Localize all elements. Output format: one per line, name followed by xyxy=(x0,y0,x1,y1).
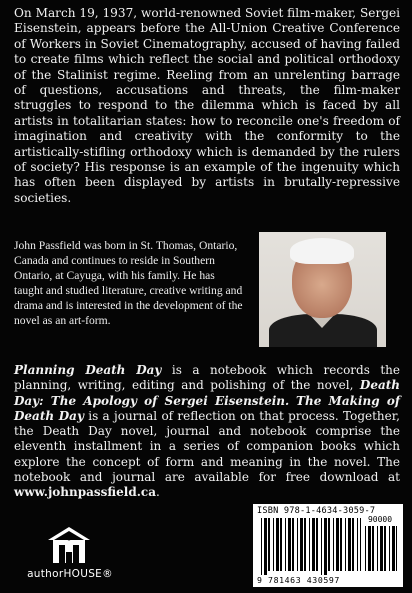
title-death-day-novel: Death Day: The Apology of Sergei Eisenstein. xyxy=(14,378,400,408)
isbn-barcode xyxy=(253,504,403,587)
addon-barcode-bars xyxy=(365,526,397,575)
isbn-label: ISBN 978-1-4634-3059-7 xyxy=(257,506,376,516)
author-bio: John Passfield was born in St. Thomas, Ontario, Canada and continues to reside in Southern Ontario, at Cayuga, with his family. He has taught and studied literature, creative writing and drama and is interested in the development of the novel as an art-form. xyxy=(14,239,243,327)
barcode-digits: 9 781463 430597 xyxy=(257,575,340,585)
authorhouse-house-icon xyxy=(47,526,91,564)
summary-text-1: is a notebook which records the planning, writing, editing and polishing of the novel, xyxy=(14,363,400,393)
summary-text-3: is a journal of reflection on that process. Together, the Death Day novel, journal and notebook comprise the eleventh installment in a series of companion books which explore the concept of form and meaning in the novel. The notebook and journal are available for free download at xyxy=(14,408,400,485)
book-summary xyxy=(14,363,400,501)
publisher-name: authorHOUSE® xyxy=(27,568,113,580)
barcode-addon-number: 90000 xyxy=(367,515,393,524)
ean-barcode-bars xyxy=(261,518,361,575)
title-making-of-death-day: The Making of Death Day xyxy=(14,393,400,423)
summary-text-4: . xyxy=(156,485,160,500)
author-photo xyxy=(259,232,386,347)
title-planning-death-day: Planning Death Day xyxy=(14,363,162,377)
back-cover-blurb: On March 19, 1937, world-renowned Soviet film-maker, Sergei Eisenstein, appears before the All-Union Creative Conference of Workers in Soviet Cinematography, accused of having failed to create films which reflect the social and political orthodoxy of the Stalinist regime. Reeling from an unrelenting barrage of questions, accusations and threats, the film-maker struggles to respond to the dilemma which is faced by all artists in totalitarian states: how to reconcile one's freedom of imagination and creativity with the conformity to the artistically-stifling orthodoxy which is demanded by the rulers of society? His response is an example of the ingenuity which has often been displayed by artists in brutally-repressive societies. xyxy=(14,6,400,205)
website-url: www.johnpassfield.ca xyxy=(14,485,157,500)
publisher-logo xyxy=(24,526,116,586)
